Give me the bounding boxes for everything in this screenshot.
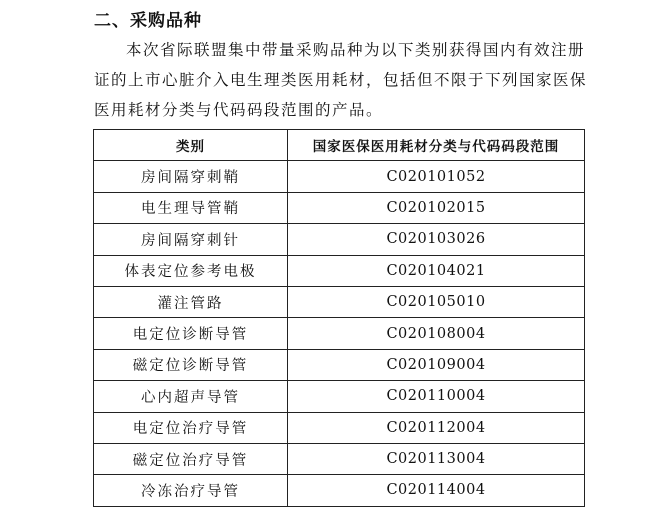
table-row [94, 381, 585, 412]
table-row [94, 318, 585, 349]
header-category: 类别 [94, 130, 288, 161]
row-code: C020108004 [288, 318, 585, 349]
section-heading: 二、采购品种 [94, 11, 202, 31]
paragraph-line: 证的上市心脏介入电生理类医用耗材，包括但不限于下列国家医保 [94, 71, 588, 89]
row-category: 冷冻治疗导管 [94, 475, 288, 506]
row-category: 电生理导管鞘 [94, 192, 288, 223]
row-category: 电定位诊断导管 [94, 318, 288, 349]
table-row [94, 161, 585, 192]
row-category: 心内超声导管 [94, 381, 288, 412]
paragraph-line: 医用耗材分类与代码码段范围的产品。 [94, 101, 384, 119]
row-code: C020105010 [288, 286, 585, 317]
paragraph-line: 本次省际联盟集中带量采购品种为以下类别获得国内有效注册 [126, 41, 586, 59]
row-category: 磁定位治疗导管 [94, 443, 288, 474]
row-category: 房间隔穿刺针 [94, 224, 288, 255]
table-row [94, 286, 585, 317]
row-code: C020102015 [288, 192, 585, 223]
table-row [94, 255, 585, 286]
row-code: C020112004 [288, 412, 585, 443]
table-row [94, 192, 585, 223]
table-row [94, 412, 585, 443]
table-header-row [94, 130, 585, 161]
row-code: C020114004 [288, 475, 585, 506]
row-category: 体表定位参考电极 [94, 255, 288, 286]
row-category: 磁定位诊断导管 [94, 349, 288, 380]
category-code-table [93, 129, 585, 507]
row-code: C020109004 [288, 349, 585, 380]
table-row [94, 349, 585, 380]
row-code: C020110004 [288, 381, 585, 412]
row-code: C020113004 [288, 443, 585, 474]
row-category: 灌注管路 [94, 286, 288, 317]
row-category: 房间隔穿刺鞘 [94, 161, 288, 192]
row-category: 电定位治疗导管 [94, 412, 288, 443]
table-row [94, 443, 585, 474]
row-code: C020104021 [288, 255, 585, 286]
section-paragraph [94, 35, 599, 125]
row-code: C020101052 [288, 161, 585, 192]
table-row [94, 475, 585, 506]
header-code-range: 国家医保医用耗材分类与代码码段范围 [288, 130, 585, 161]
row-code: C020103026 [288, 224, 585, 255]
table-row [94, 224, 585, 255]
table-body [94, 161, 585, 506]
